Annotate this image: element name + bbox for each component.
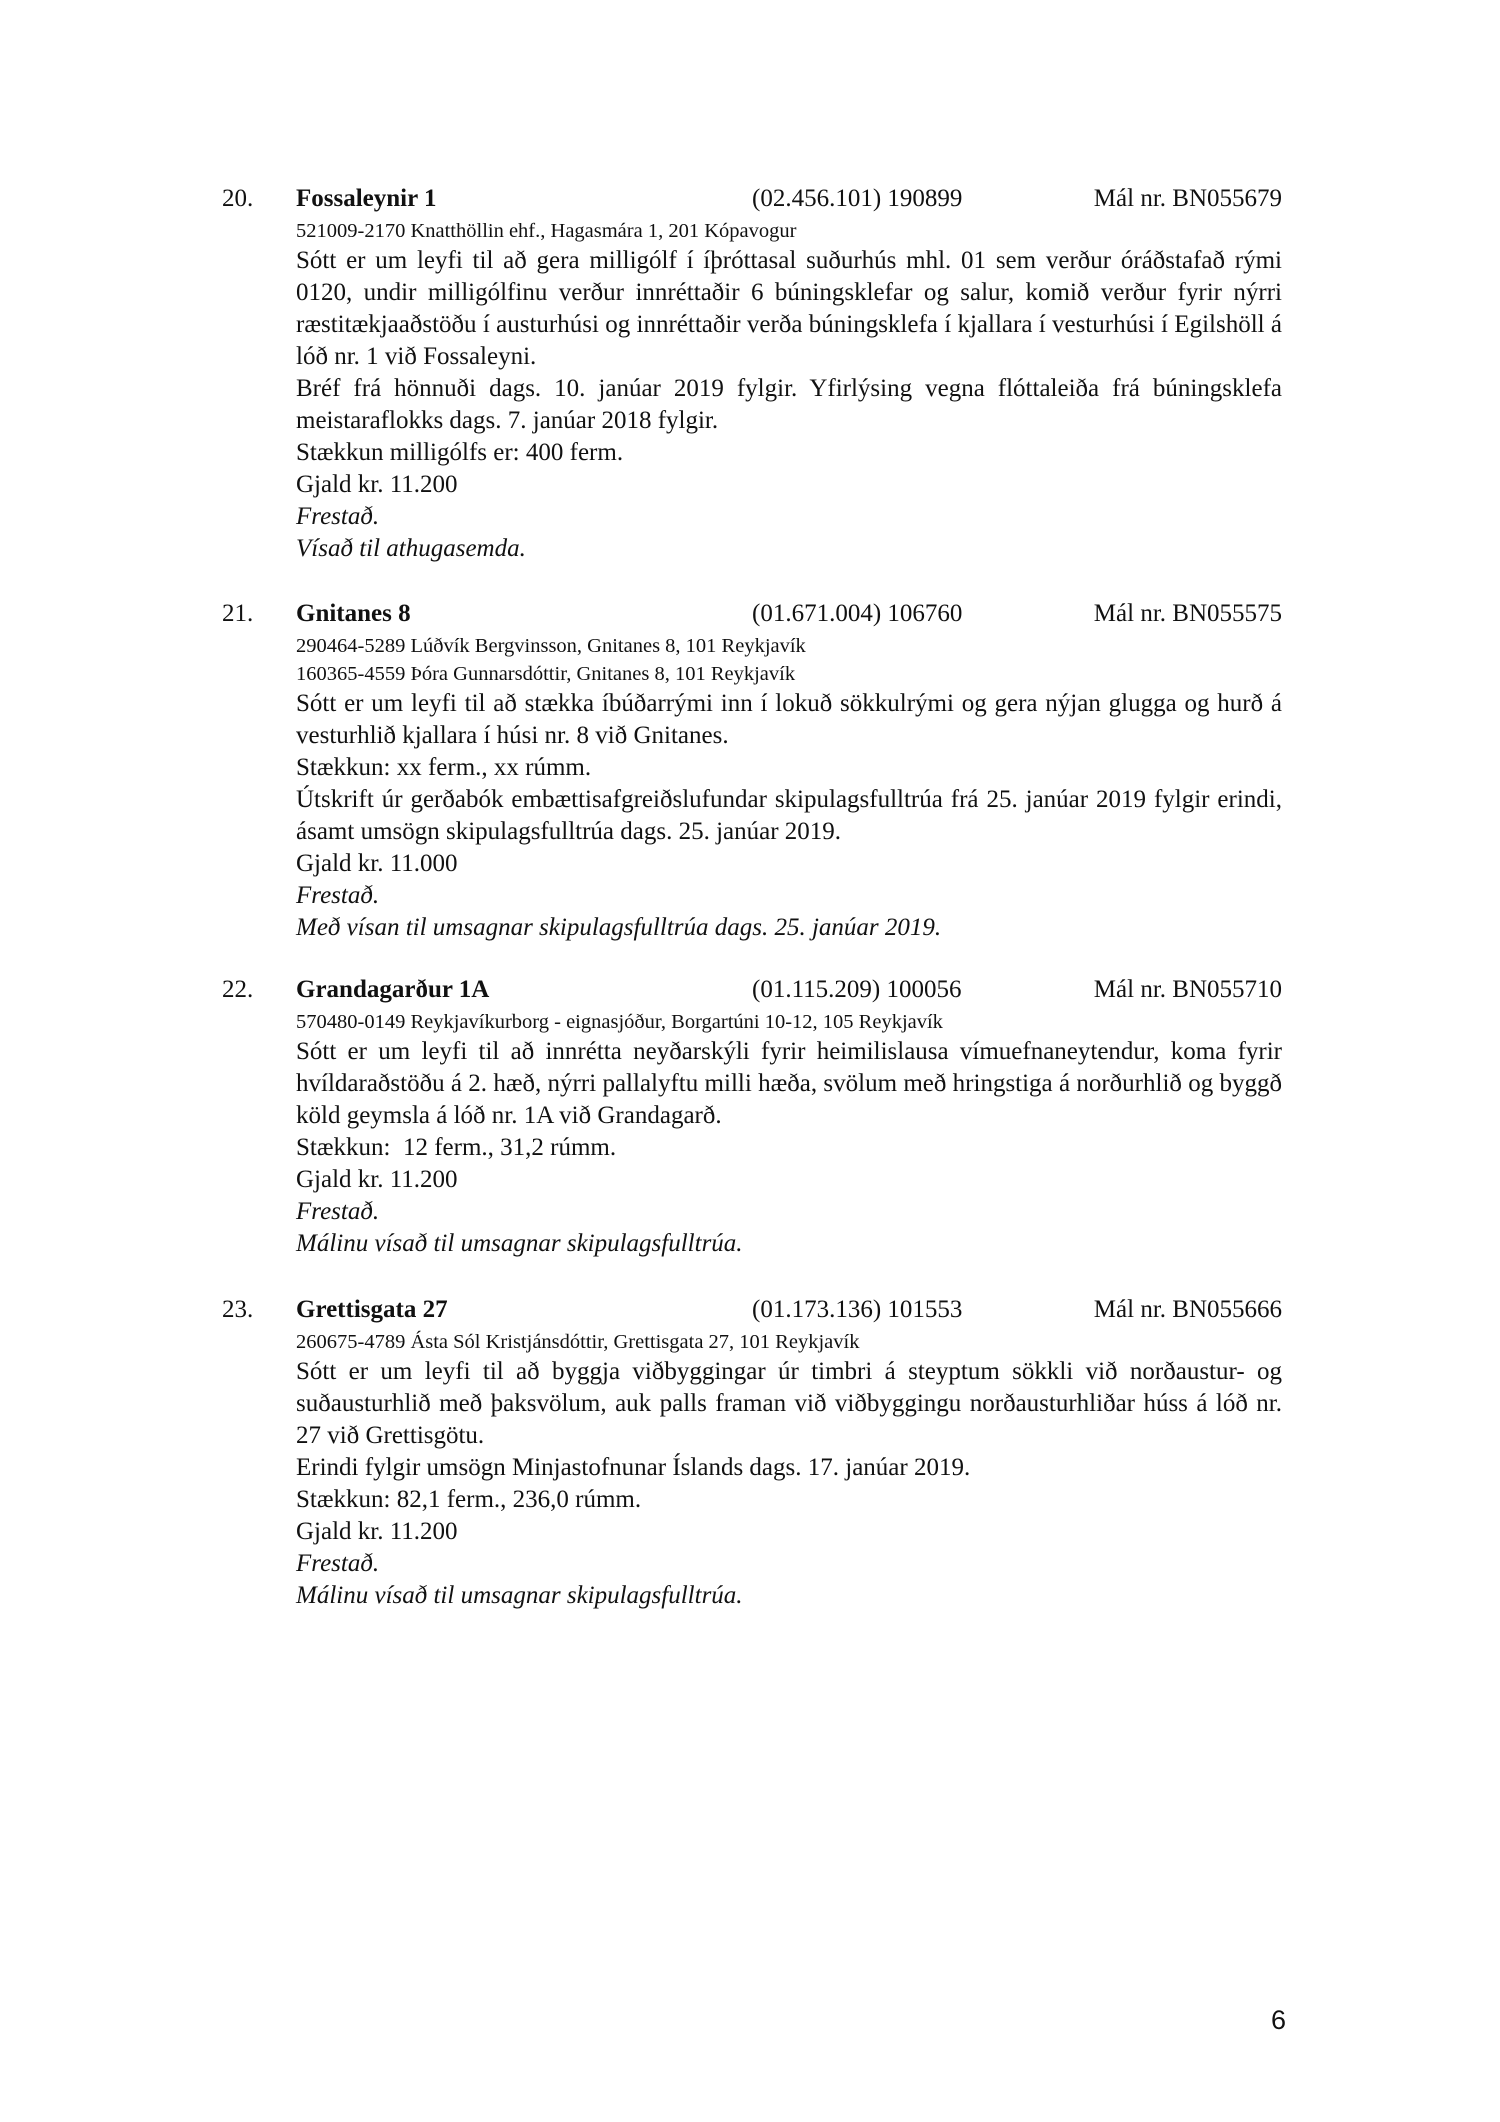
entry-status: Frestað. — [296, 503, 380, 530]
entry-reference: (01.115.209) 100056 — [752, 976, 962, 1003]
entry-title: Fossaleynir 1 — [296, 185, 437, 212]
entry-reference: (02.456.101) 190899 — [752, 185, 963, 212]
entry-case-number: Mál nr. BN055679 — [1093, 185, 1282, 212]
entry-description: Sótt er um leyfi til að gera milligólf í íþróttasal suðurhús mhl. 01 sem verður óráðstafað rými 0120, undir milligólfinu verður innréttaðir 6 búningsklefar og salur, komið verður fyrir nýrri ræstitækjaaðstöðu í austurhúsi og innréttaðir verða búningsklefa í kjallara í vesturhúsi í Egilshöll á lóð nr. 1 við Fossaleyni. — [296, 247, 1282, 370]
entry-remark: Málinu vísað til umsagnar skipulagsfulltrúa. — [296, 1582, 743, 1609]
entry-header — [222, 1292, 1282, 1328]
entry-attachments: Erindi fylgir umsögn Minjastofnunar Íslands dags. 17. janúar 2019. — [296, 1454, 971, 1481]
entry-attachments: Bréf frá hönnuði dags. 10. janúar 2019 fylgir. Yfirlýsing vegna flóttaleiða frá búningsklefa meistaraflokks dags. 7. janúar 2018 fylgir. — [296, 375, 1282, 434]
entry-header — [222, 972, 1282, 1008]
entry-size: Stækkun milligólfs er: 400 ferm. — [296, 439, 624, 466]
entry-size: Stækkun: xx ferm., xx rúmm. — [296, 754, 592, 781]
entry-number: 20. — [222, 185, 254, 212]
entry-number: 23. — [222, 1296, 254, 1323]
entry-description: Sótt er um leyfi til að byggja viðbyggingar úr timbri á steyptum sökkli við norðaustur- og suðausturhlið með þaksvölum, auk palls framan við viðbyggingu norðausturhliðar húss á lóð nr. 27 við Grettisgötu. — [296, 1358, 1282, 1449]
entry-23 — [222, 1292, 1282, 1612]
entry-applicant: 570480-0149 Reykjavíkurborg - eignasjóður, Borgartúni 10-12, 105 Reykjavík — [296, 1011, 943, 1033]
entry-status: Frestað. — [296, 1550, 380, 1577]
entry-case-number: Mál nr. BN055666 — [1093, 1296, 1282, 1323]
entry-number: 22. — [222, 976, 254, 1003]
entry-body — [296, 632, 1282, 944]
entry-body — [296, 217, 1282, 565]
entry-attachments: Útskrift úr gerðabók embættisafgreiðslufundar skipulagsfulltrúa frá 25. janúar 2019 fylgir erindi, ásamt umsögn skipulagsfulltrúa dags. 25. janúar 2019. — [296, 786, 1282, 845]
entry-remark: Málinu vísað til umsagnar skipulagsfulltrúa. — [296, 1230, 743, 1257]
entry-reference: (01.173.136) 101553 — [752, 1296, 963, 1323]
entry-title: Grettisgata 27 — [296, 1296, 448, 1323]
entry-description: Sótt er um leyfi til að innrétta neyðarskýli fyrir heimilislausa vímuefnaneytendur, koma fyrir hvíldaraðstöðu á 2. hæð, nýrri pallalyftu milli hæða, svölum með hringstiga á norðurhlið og byggð köld geymsla á lóð nr. 1A við Grandagarð. — [296, 1038, 1282, 1129]
entry-size: Stækkun: 82,1 ferm., 236,0 rúmm. — [296, 1486, 642, 1513]
entry-remark: Vísað til athugasemda. — [296, 535, 526, 562]
entry-number: 21. — [222, 600, 254, 627]
entry-size: Stækkun: 12 ferm., 31,2 rúmm. — [296, 1134, 617, 1161]
entry-fee: Gjald kr. 11.000 — [296, 850, 458, 877]
entry-remark: Með vísan til umsagnar skipulagsfulltrúa dags. 25. janúar 2019. — [296, 914, 942, 941]
entry-header — [222, 596, 1282, 632]
entry-case-number: Mál nr. BN055710 — [1093, 976, 1282, 1003]
entry-fee: Gjald kr. 11.200 — [296, 471, 458, 498]
entry-case-number: Mál nr. BN055575 — [1093, 600, 1282, 627]
entry-fee: Gjald kr. 11.200 — [296, 1166, 458, 1193]
entry-fee: Gjald kr. 11.200 — [296, 1518, 458, 1545]
entry-description: Sótt er um leyfi til að stækka íbúðarrými inn í lokuð sökkulrými og gera nýjan glugga og hurð á vesturhlið kjallara í húsi nr. 8 við Gnitanes. — [296, 690, 1282, 749]
entry-header — [222, 181, 1282, 217]
entry-status: Frestað. — [296, 1198, 380, 1225]
entry-applicant: 260675-4789 Ásta Sól Kristjánsdóttir, Grettisgata 27, 101 Reykjavík — [296, 1331, 860, 1353]
entry-title: Grandagarður 1A — [296, 976, 490, 1003]
entry-body — [296, 1328, 1282, 1612]
entry-21 — [222, 596, 1282, 944]
entry-22 — [222, 972, 1282, 1260]
entry-body — [296, 1008, 1282, 1260]
entry-20 — [222, 181, 1282, 565]
entry-applicant: 160365-4559 Þóra Gunnarsdóttir, Gnitanes 8, 101 Reykjavík — [296, 663, 796, 685]
entry-reference: (01.671.004) 106760 — [752, 600, 963, 627]
entry-applicant: 290464-5289 Lúðvík Bergvinsson, Gnitanes 8, 101 Reykjavík — [296, 635, 806, 657]
entry-status: Frestað. — [296, 882, 380, 909]
page-number: 6 — [1270, 2005, 1286, 2035]
entry-applicant: 521009-2170 Knatthöllin ehf., Hagasmára 1, 201 Kópavogur — [296, 220, 797, 242]
entry-title: Gnitanes 8 — [296, 600, 411, 627]
